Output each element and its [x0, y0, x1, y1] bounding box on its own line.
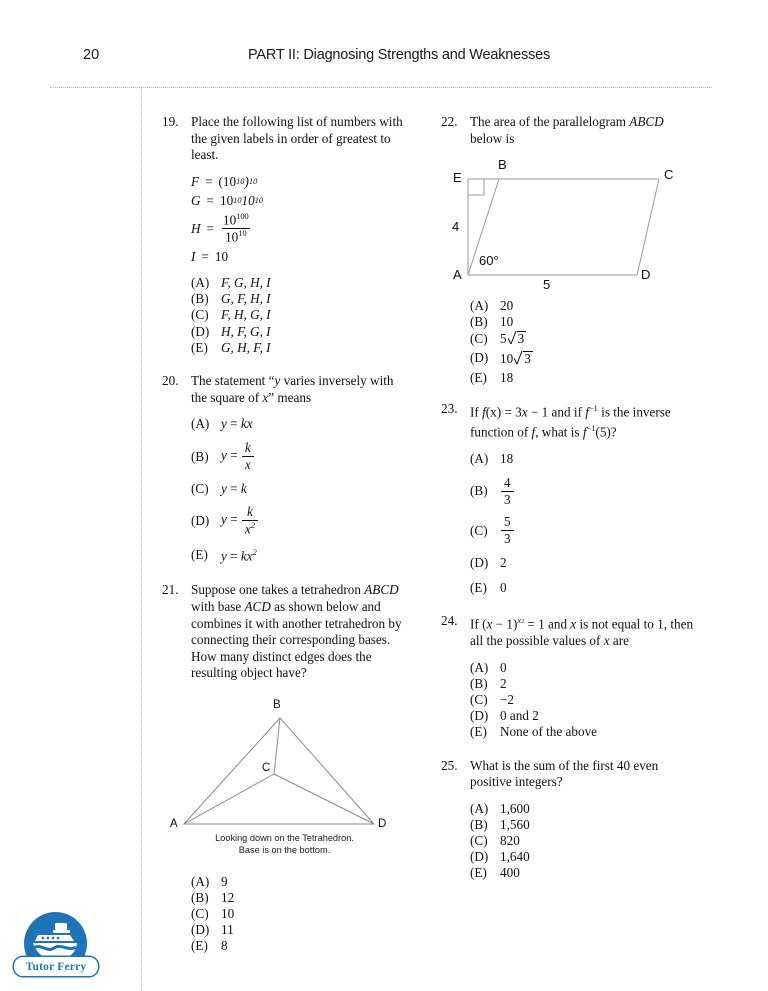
choice-value: y = kx — [221, 416, 253, 432]
choice-label: (C) — [470, 330, 488, 346]
question-text: The area of the parallelogram ABCD below is — [470, 114, 664, 146]
question-19 — [162, 114, 407, 355]
choice-label: (D) — [470, 555, 489, 571]
choice-label: (A) — [470, 451, 489, 467]
question-25 — [441, 758, 696, 881]
question-20-choices — [191, 416, 407, 564]
choice-e[interactable] — [470, 370, 696, 386]
choice-value: 820 — [500, 833, 520, 849]
formula-h-label: H — [191, 221, 201, 237]
choice-e[interactable] — [470, 724, 696, 740]
formula-h-denominator: $10^{10}$ — [222, 228, 250, 244]
horizontal-dotted-rule — [50, 87, 712, 89]
choice-value: y = $\frac{k}{x^2}$ — [221, 505, 407, 536]
choice-c[interactable] — [470, 330, 696, 347]
choice-value: F, H, G, I — [221, 307, 271, 323]
formula-h-equals: = — [206, 221, 214, 237]
formula-i-label: I — [191, 249, 196, 265]
right-angle-marker — [468, 179, 484, 195]
question-24-choices — [470, 660, 696, 740]
logo-banner — [14, 957, 98, 976]
choice-value: G, F, H, I — [221, 291, 271, 307]
choice-value: y = $\frac{k}{x}$ — [221, 441, 407, 472]
choice-label: (D) — [470, 849, 489, 865]
question-21 — [162, 582, 407, 954]
choice-label: (B) — [470, 676, 488, 692]
choice-d[interactable] — [191, 324, 407, 340]
question-text: Place the following list of numbers with the given labels in order of greatest to least. — [191, 114, 403, 163]
logo-text: Tutor Ferry — [25, 960, 87, 973]
question-text: If $(x - 1)^{x2} = 1$ and x is not equal to 1, then all the possible values of x are — [470, 616, 694, 649]
choice-value: 8 — [221, 938, 228, 954]
choice-label: (E) — [470, 724, 487, 740]
choice-label: (B) — [470, 483, 488, 499]
question-20 — [162, 373, 407, 564]
choice-label: (C) — [470, 692, 488, 708]
choice-label: (A) — [191, 275, 210, 291]
choice-value: 2 — [500, 676, 507, 692]
choice-value: −2 — [500, 692, 515, 708]
formula-h — [191, 213, 407, 245]
choice-value: None of the above — [500, 724, 598, 740]
left-column — [162, 114, 407, 966]
choice-label: (D) — [191, 323, 210, 339]
choice-c[interactable] — [470, 833, 696, 849]
choice-value: 2 — [500, 555, 507, 571]
choice-label: (E) — [470, 369, 487, 385]
caption-line-2: Base is on the bottom. — [238, 844, 331, 855]
question-text: What is the sum of the first 40 even positive integers? — [470, 757, 659, 790]
tetra-edge-ac — [184, 774, 274, 824]
choice-label: (E) — [191, 547, 208, 563]
question-25-choices — [470, 801, 696, 881]
par-angle-label: 60° — [479, 253, 499, 269]
page-number: 20 — [83, 47, 100, 63]
question-24 — [441, 613, 696, 740]
formula-g — [191, 192, 407, 209]
choice-label: (C) — [191, 307, 209, 323]
tutor-ferry-logo[interactable] — [14, 912, 98, 982]
choice-e[interactable] — [191, 938, 407, 954]
tetra-label-b: B — [273, 699, 281, 711]
choice-b[interactable] — [470, 314, 696, 330]
formula-h-numerator: $10^{100}$ — [222, 211, 249, 228]
choice-label: (C) — [470, 523, 488, 538]
choice-value: 400 — [500, 865, 520, 881]
choice-label: (D) — [470, 350, 489, 366]
formula-g-base1: 10 — [219, 192, 234, 208]
choice-d[interactable] — [191, 922, 407, 938]
choice-a[interactable] — [191, 275, 407, 291]
formula-g-equals: = — [206, 192, 214, 208]
choice-a[interactable] — [470, 660, 696, 676]
par-label-b: B — [498, 157, 507, 173]
choice-label: (A) — [470, 659, 489, 675]
choice-label: (D) — [191, 922, 210, 938]
choice-value: y = k — [221, 480, 247, 496]
choice-label: (E) — [191, 938, 208, 954]
choice-a[interactable] — [191, 416, 407, 432]
choice-value: 18 — [500, 451, 514, 467]
choice-value: F, G, H, I — [221, 275, 271, 291]
formula-i — [191, 248, 407, 265]
choice-e[interactable] — [470, 580, 696, 596]
choice-a[interactable] — [470, 298, 696, 314]
question-22 — [441, 114, 696, 385]
question-number: 20. — [162, 373, 179, 389]
tetra-label-d: D — [378, 818, 387, 830]
choice-b[interactable] — [191, 441, 407, 472]
parallelogram-figure — [441, 157, 696, 292]
choice-a[interactable] — [470, 801, 696, 817]
question-text: Suppose one takes a tetrahedron ABCD with base ACD as shown below and combines it with another tetrahedron by connecting their corresponding bases. How many distinct edges does the resulting object have? — [191, 582, 402, 681]
question-21-choices — [191, 874, 407, 954]
choice-value: 18 — [500, 369, 514, 385]
page-header — [0, 47, 768, 69]
parallelogram-svg — [441, 157, 696, 292]
choice-value: 9 — [221, 874, 228, 889]
choice-e[interactable] — [191, 340, 407, 356]
choice-e[interactable] — [191, 545, 407, 564]
choice-value: 0 and 2 — [500, 708, 539, 724]
vertical-dotted-rule — [141, 87, 143, 991]
choice-label: (A) — [470, 298, 489, 314]
choice-b[interactable] — [470, 476, 696, 507]
choice-label: (E) — [470, 865, 487, 881]
caption-line-1: Looking down on the Tetrahedron. — [215, 833, 354, 843]
question-text: The statement “y varies inversely with the square of x” means — [191, 373, 394, 405]
formula-h-fraction — [220, 213, 252, 245]
question-number: 21. — [162, 582, 179, 598]
question-23-choices — [470, 451, 696, 595]
choice-label: (B) — [191, 890, 209, 906]
choice-value: 1,640 — [500, 849, 530, 865]
choice-value: 0 — [500, 659, 507, 675]
choice-d[interactable] — [470, 708, 696, 724]
question-number: 23. — [441, 401, 458, 417]
choice-c[interactable] — [191, 906, 407, 922]
choice-d[interactable] — [470, 555, 696, 571]
question-19-formulas — [191, 173, 407, 266]
radical-sign: 3 — [514, 350, 533, 364]
choice-label: (B) — [191, 291, 209, 307]
choice-label: (E) — [191, 339, 208, 355]
tetra-label-c: C — [262, 762, 271, 774]
choice-b[interactable] — [191, 890, 407, 906]
choice-value: G, H, F, I — [221, 339, 271, 355]
tetrahedron-figure — [162, 696, 407, 866]
radical-sign: 3 — [508, 330, 527, 344]
choice-a[interactable] — [470, 451, 696, 467]
choice-value: H, F, G, I — [221, 323, 271, 339]
choice-value: 0 — [500, 579, 507, 595]
choice-value: 1,560 — [500, 817, 530, 833]
choice-label: (C) — [191, 480, 209, 496]
choice-c[interactable] — [191, 481, 407, 497]
choice-e[interactable] — [470, 865, 696, 881]
right-column — [441, 114, 696, 893]
question-number: 22. — [441, 114, 458, 129]
choice-d[interactable] — [470, 350, 696, 367]
choice-value: $\frac{4}{3}$ — [500, 476, 696, 507]
choice-b[interactable] — [191, 291, 407, 307]
question-number: 24. — [441, 613, 458, 629]
question-22-choices — [470, 298, 696, 385]
choice-label: (B) — [470, 314, 488, 330]
par-label-e: E — [453, 170, 462, 186]
choice-label: (A) — [191, 416, 210, 432]
choice-value: 5 3 — [500, 331, 525, 347]
formula-f-exp2: 10 — [248, 176, 258, 186]
choice-label: (D) — [470, 708, 489, 724]
formula-g-exp1: 10 — [233, 195, 242, 205]
choice-label: (A) — [470, 801, 489, 817]
tetrahedron-caption — [162, 833, 407, 856]
choice-value: 1,600 — [500, 801, 530, 817]
choice-label: (B) — [470, 817, 488, 833]
choice-a[interactable] — [191, 874, 407, 890]
tetrahedron-svg — [162, 696, 407, 836]
choice-label: (C) — [470, 833, 488, 849]
formula-g-label: G — [191, 192, 201, 208]
par-edge-dc — [637, 179, 659, 275]
choice-label: (B) — [191, 448, 209, 464]
par-label-a: A — [453, 267, 462, 283]
choice-c[interactable] — [470, 515, 696, 546]
par-base-label: 5 — [543, 277, 551, 293]
choice-value: 10 — [221, 906, 235, 922]
tetra-edge-dc — [274, 774, 374, 824]
choice-value: 10 3 — [500, 350, 531, 366]
formula-f-equals: = — [205, 173, 213, 189]
choice-label: (E) — [470, 579, 487, 595]
choice-c[interactable] — [470, 692, 696, 708]
choice-label: (D) — [191, 513, 210, 529]
tetra-edge-bc — [274, 718, 280, 774]
formula-g-base2: 10 — [241, 192, 255, 208]
choice-value: 20 — [500, 298, 514, 314]
page-title: PART II: Diagnosing Strengths and Weaknesses — [248, 47, 551, 63]
par-height-label: 4 — [452, 219, 460, 235]
formula-i-equals: = — [201, 249, 209, 265]
choice-value: 12 — [221, 890, 235, 906]
choice-b[interactable] — [470, 817, 696, 833]
formula-f-exp1: 10 — [236, 176, 245, 186]
choice-b[interactable] — [470, 676, 696, 692]
formula-g-exp2: 10 — [254, 195, 264, 205]
formula-f-base: (10 — [218, 173, 237, 189]
question-23 — [441, 401, 696, 595]
choice-value: 10 — [500, 314, 514, 330]
formula-i-value: 10 — [214, 249, 229, 265]
formula-f — [191, 173, 407, 190]
choice-value: $\frac{5}{3}$ — [500, 515, 696, 546]
choice-label: (A) — [191, 874, 210, 889]
question-number: 25. — [441, 757, 458, 773]
choice-value: 11 — [221, 922, 234, 938]
choice-value: $y = kx^2$ — [221, 548, 257, 564]
choice-c[interactable] — [191, 307, 407, 323]
choice-d[interactable] — [470, 849, 696, 865]
par-label-c: C — [664, 167, 674, 183]
choice-label: (C) — [191, 906, 209, 922]
par-label-d: D — [641, 267, 651, 283]
formula-f-label: F — [191, 173, 200, 189]
choice-d[interactable] — [191, 505, 407, 536]
question-text: If f(x) = 3x − 1 and if $f^{-1}$ is the inverse function of f, what is $f^{-1}(5)$? — [470, 404, 671, 440]
tetra-label-a: A — [170, 818, 178, 830]
question-number: 19. — [162, 114, 179, 129]
formula-f-close: ) — [244, 173, 249, 189]
question-19-choices — [191, 275, 407, 355]
